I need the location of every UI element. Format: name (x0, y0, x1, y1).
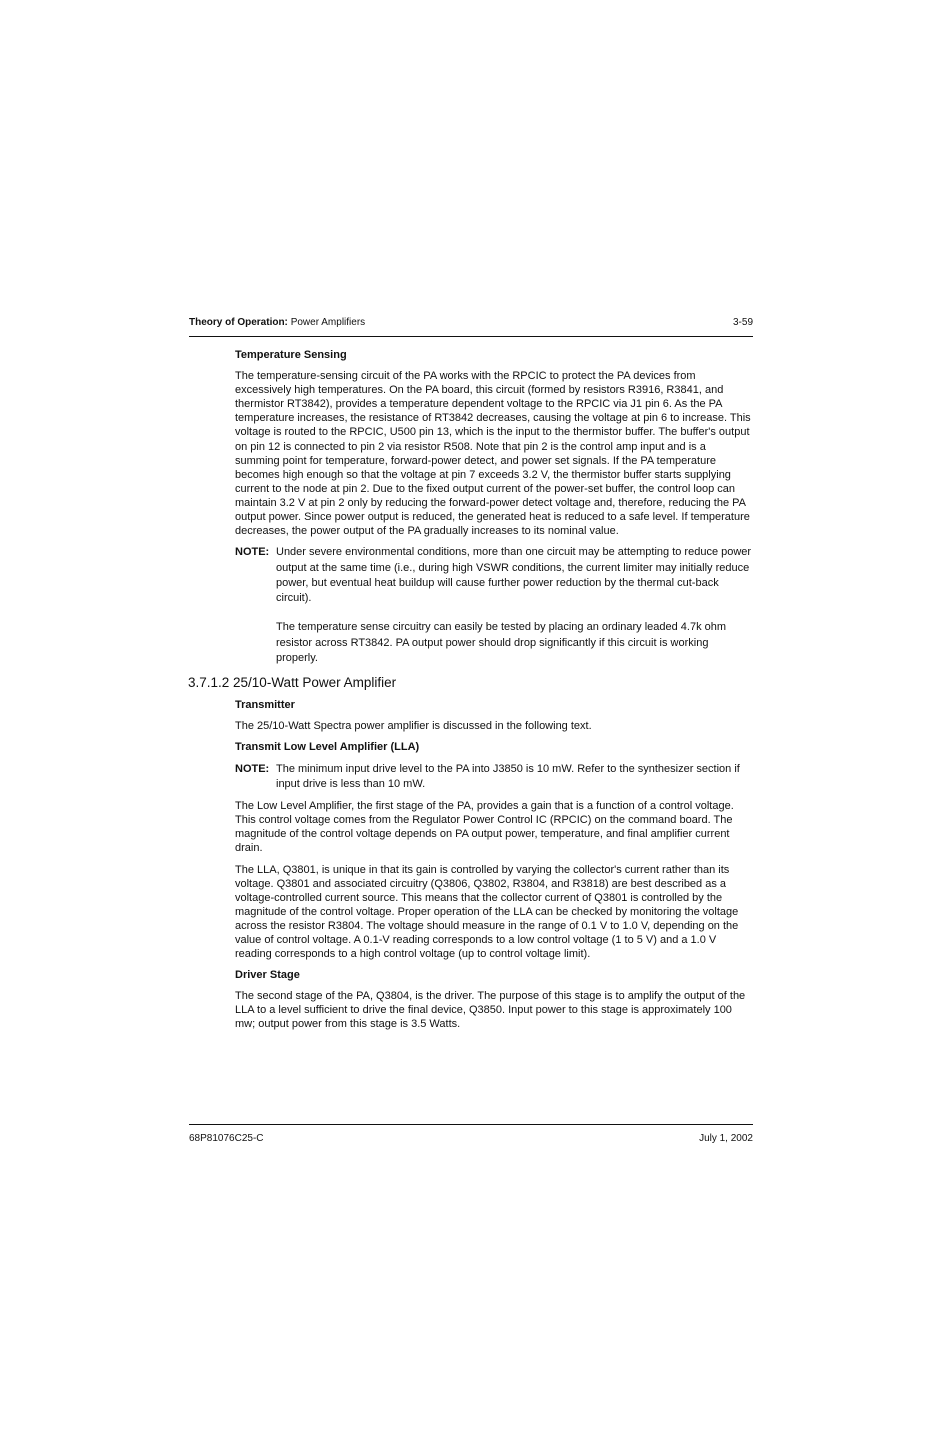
paragraph-lla-1: The Low Level Amplifier, the first stage of the PA, provides a gain that is a function of a control voltage. This control voltage comes from the Regulator Power Control IC (RPCIC) on the command board. The magnitude of the control voltage depends on PA output power, temperature, and final amplifier current drain. (235, 800, 734, 855)
footer-document-number: 68P81076C25-C (189, 1133, 264, 1144)
heading-temperature-sensing: Temperature Sensing (235, 349, 347, 361)
paragraph-driver-stage: The second stage of the PA, Q3804, is the driver. The purpose of this stage is to amplify the output of the LLA to a level sufficient to drive the final device, Q3850. Input power to this stage is approximately 100 mw; output power from this stage is 3.5 Watts. (235, 990, 746, 1031)
note-temperature (235, 545, 753, 666)
heading-transmitter: Transmitter (235, 699, 295, 712)
section-heading-3712: 3.7.1.2 25/10-Watt Power Amplifier (188, 675, 397, 691)
paragraph-temperature-sensing: The temperature-sensing circuit of the PA works with the RPCIC to protect the PA devices from excessively high temperatures. On the PA board, this circuit (formed by resistors R3916, R3841, and thermistor RT3842), provides a temperature dependent voltage to the RPCIC via J1 pin 6. As the PA temperature increases, the resistance of RT3842 decreases, causing the voltage at pin 6 to increase. This voltage is routed to the RPCIC, U500 pin 13, which is the input to the thermistor buffer. The buffer's output on pin 12 is connected to pin 2 via resistor R508. Note that pin 2 is the control amp input and is a summing point for temperature, forward-power detect, and power set signals. If the PA temperature becomes high enough so that the voltage at pin 7 exceeds 3.2 V, the thermistor buffer starts supplying current to the node at pin 2. Due to the fixed output current of the power-set buffer, the control loop can maintain 3.2 V at pin 2 only by reducing the forward-power detect voltage and, therefore, reducing the PA output power. Since power output is reduced, the generated heat is reduced to a safe level. If temperature decreases, the power output of the PA gradually increases to its nominal value. (235, 370, 751, 538)
page-body (188, 348, 753, 1039)
footer-date: July 1, 2002 (699, 1133, 753, 1144)
header-section-label: Theory of Operation: (189, 317, 288, 328)
paragraph-transmitter: The 25/10-Watt Spectra power amplifier is discussed in the following text. (235, 720, 592, 733)
paragraph-lla-2: The LLA, Q3801, is unique in that its gain is controlled by varying the collector's current rather than its voltage. Q3801 and associated circuitry (Q3806, Q3802, R3804, and R3818) are best described as a voltage-controlled current source. This means that the collector current of Q3801 is controlled by the magnitude of the control voltage. Proper operation of the LLA can be checked by monitoring the voltage across the resistor R3804. The voltage should measure in the range of 0.1 V to 1.0 V, depending on the value of control voltage. A 0.1-V reading corresponds to a low control voltage (1 to 5 V) and a 1.0 V reading corresponds to a high control voltage (up to control voltage limit). (235, 863, 739, 961)
note-paragraph: The temperature sense circuitry can easily be tested by placing an ordinary leaded 4.7k ohm resistor across RT3842. PA output power should drop significantly if this circuit is working properly. (276, 621, 727, 664)
heading-lla: Transmit Low Level Amplifier (LLA) (235, 741, 420, 754)
header-section-title: Power Amplifiers (290, 317, 366, 328)
running-footer (189, 1124, 753, 1144)
heading-driver-stage: Driver Stage (235, 969, 300, 982)
header-title (189, 316, 365, 330)
note-label: NOTE: (235, 546, 270, 559)
header-page-number: 3-59 (732, 317, 753, 328)
note-label: NOTE: (235, 762, 270, 775)
note-paragraph: The minimum input drive level to the PA into J3850 is 10 mW. Refer to the synthesizer section if input drive is less than 10 mW. (276, 762, 740, 790)
running-header (189, 316, 753, 337)
note-lla (235, 762, 753, 793)
note-paragraph: Under severe environmental conditions, more than one circuit may be attempting to reduce power output at the same time (i.e., during high VSWR conditions, the current limiter may initially reduce power, but eventual heat buildup will cause further power reduction by the thermal cut-back circuit). (276, 546, 752, 605)
